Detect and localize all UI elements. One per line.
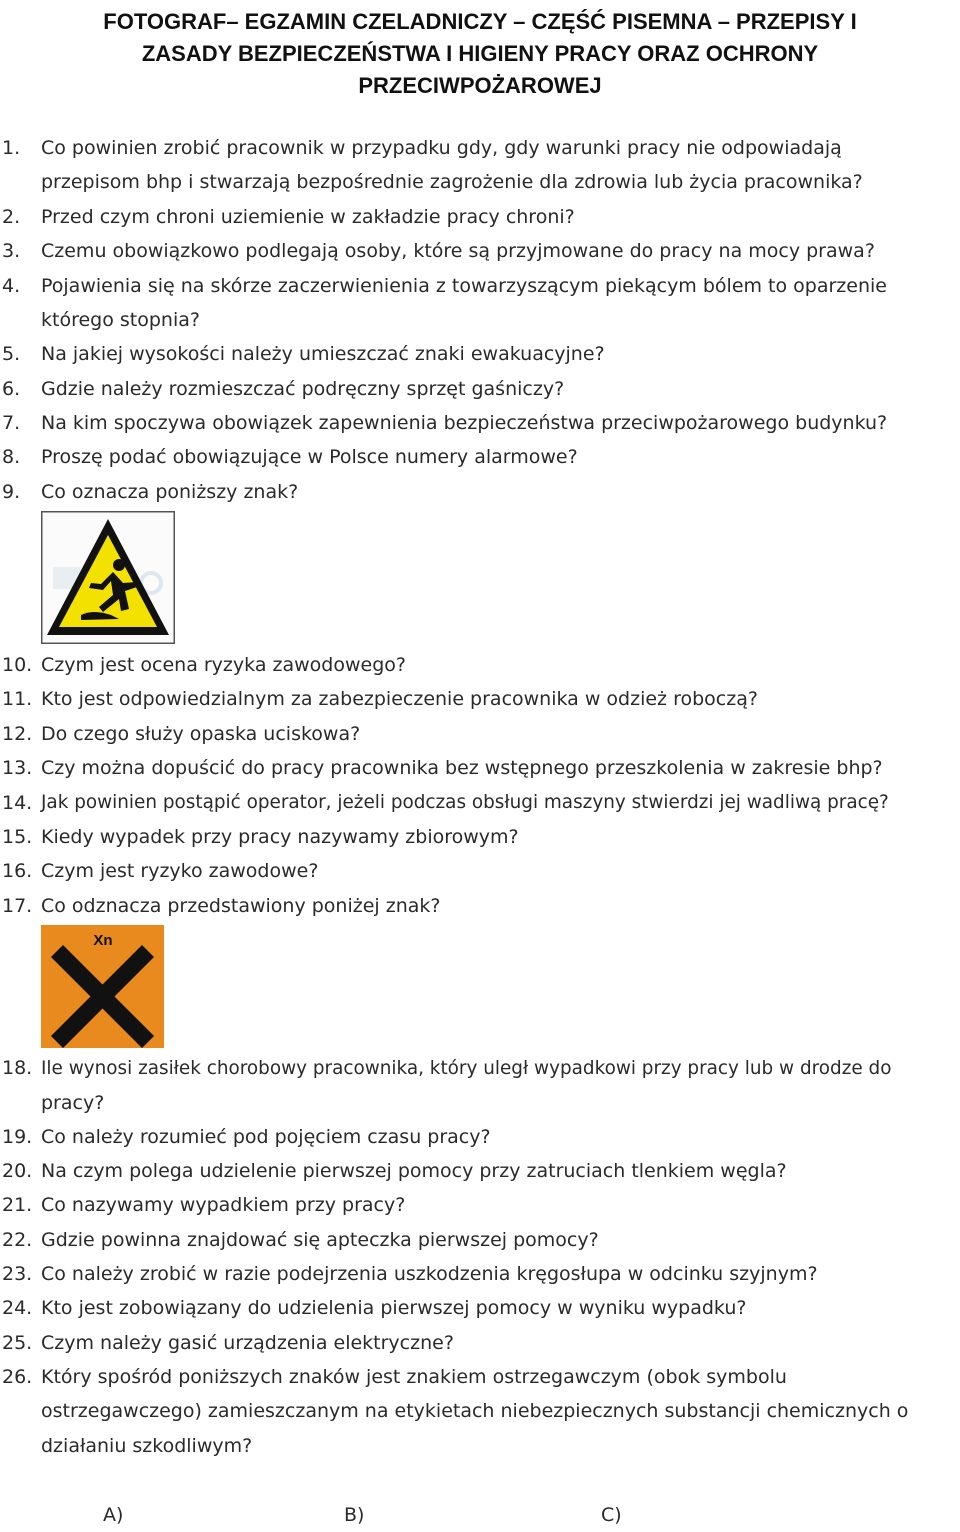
question-text: Czym jest ryzyko zawodowe? <box>41 860 319 882</box>
question-number: 14. <box>2 792 33 814</box>
question-text: Czemu obowiązkowo podlegają osoby, które są przyjmowane do pracy na mocy prawa? <box>41 240 875 262</box>
question-text <box>41 131 863 200</box>
question-number: 25. <box>2 1332 33 1354</box>
slip-hazard-warning-sign <box>41 511 175 644</box>
question-line: działaniu szkodliwym? <box>41 1434 253 1457</box>
question-line: Pojawienia się na skórze zaczerwienienia z towarzyszącym piekącym bólem to oparzenie <box>41 275 887 297</box>
question-number: 18. <box>2 1057 33 1079</box>
question-number: 17. <box>2 895 33 917</box>
answer-option-c: C) <box>601 1504 622 1526</box>
question-line: Ile wynosi zasiłek chorobowy pracownika, który uległ wypadkowi przy pracy lub w drodze do <box>41 1058 892 1079</box>
question-1 <box>0 131 960 201</box>
question-number: 8. <box>2 446 21 468</box>
question-number: 1. <box>2 137 21 159</box>
title-line-2: ZASADY BEZPIECZEŃSTWA I HIGIENY PRACY ORAZ OCHRONY <box>141 41 819 66</box>
question-number: 26. <box>2 1366 33 1388</box>
question-number: 3. <box>2 240 21 262</box>
question-text <box>41 1051 891 1121</box>
question-number: 12. <box>2 723 33 745</box>
question-text: Gdzie należy rozmieszczać podręczny sprzęt gaśniczy? <box>41 378 565 400</box>
title-line-3: PRZECIWPOŻAROWEJ <box>358 73 602 98</box>
question-number: 23. <box>2 1263 33 1285</box>
question-text: Czym jest ocena ryzyka zawodowego? <box>41 654 406 676</box>
question-number: 5. <box>2 343 21 365</box>
question-number: 13. <box>2 757 33 779</box>
answer-option-a: A) <box>103 1504 124 1526</box>
question-text: Co należy zrobić w razie podejrzenia uszkodzenia kręgosłupa w odcinku szyjnym? <box>41 1263 818 1285</box>
question-number: 22. <box>2 1229 33 1251</box>
question-number: 24. <box>2 1297 33 1319</box>
question-number: 20. <box>2 1160 33 1182</box>
question-number: 4. <box>2 275 21 297</box>
question-line: Co powinien zrobić pracownik w przypadku gdy, gdy warunki pracy nie odpowiadają <box>41 137 842 159</box>
question-number: 9. <box>2 481 21 503</box>
question-text <box>41 1360 908 1463</box>
question-text: Co nazywamy wypadkiem przy pracy? <box>41 1194 406 1216</box>
question-text: Jak powinien postąpić operator, jeżeli podczas obsługi maszyny stwierdzi jej wadliwą pracę? <box>41 792 889 813</box>
question-number: 2. <box>2 206 21 228</box>
question-number: 10. <box>2 654 33 676</box>
question-number: 19. <box>2 1126 33 1148</box>
question-text <box>41 269 887 338</box>
question-text: Na kim spoczywa obowiązek zapewnienia bezpieczeństwa przeciwpożarowego budynku? <box>41 412 888 434</box>
question-text: Na czym polega udzielenie pierwszej pomocy przy zatruciach tlenkiem węgla? <box>41 1160 787 1182</box>
question-number: 11. <box>2 688 33 710</box>
question-text: Przed czym chroni uziemienie w zakładzie pracy chroni? <box>41 206 575 228</box>
document-title <box>0 6 960 102</box>
question-text: Do czego służy opaska uciskowa? <box>41 723 361 745</box>
question-number: 15. <box>2 826 33 848</box>
question-text: Kto jest zobowiązany do udzielenia pierwszej pomocy w wyniku wypadku? <box>41 1297 747 1319</box>
question-text: Co należy rozumieć pod pojęciem czasu pracy? <box>41 1126 491 1148</box>
title-line-1: FOTOGRAF– EGZAMIN CZELADNICZY – CZĘŚĆ PISEMNA – PRZEPISY I <box>103 9 857 34</box>
question-text: Co odznacza przedstawiony poniżej znak? <box>41 895 441 917</box>
question-line: przepisom bhp i stwarzają bezpośrednie zagrożenie dla zdrowia lub życia pracownika? <box>41 171 863 194</box>
question-line: Który spośród poniższych znaków jest znakiem ostrzegawczym (obok symbolu <box>41 1366 787 1388</box>
question-text: Gdzie powinna znajdować się apteczka pierwszej pomocy? <box>41 1229 599 1251</box>
question-text: Proszę podać obowiązujące w Polsce numery alarmowe? <box>41 446 578 468</box>
question-text: Kto jest odpowiedzialnym za zabezpieczenie pracownika w odzież roboczą? <box>41 688 758 710</box>
question-text: Kiedy wypadek przy pracy nazywamy zbiorowym? <box>41 826 519 848</box>
question-line: ostrzegawczego) zamieszczanym na etykietach niebezpiecznych substancji chemicznych o <box>41 1400 909 1423</box>
question-number: 6. <box>2 378 21 400</box>
question-number: 16. <box>2 860 33 882</box>
harmful-xn-sign <box>41 925 164 1048</box>
xn-label: Xn <box>93 932 113 949</box>
answer-option-b: B) <box>344 1504 365 1526</box>
question-line: pracy? <box>41 1092 105 1115</box>
question-number: 7. <box>2 412 21 434</box>
question-text: Co oznacza poniższy znak? <box>41 481 299 503</box>
question-number: 21. <box>2 1194 33 1216</box>
question-text: Czym należy gasić urządzenia elektryczne? <box>41 1332 454 1354</box>
question-text: Na jakiej wysokości należy umieszczać znaki ewakuacyjne? <box>41 343 605 365</box>
question-line: którego stopnia? <box>41 309 200 332</box>
question-text: Czy można dopuścić do pracy pracownika bez wstępnego przeszkolenia w zakresie bhp? <box>41 757 883 779</box>
